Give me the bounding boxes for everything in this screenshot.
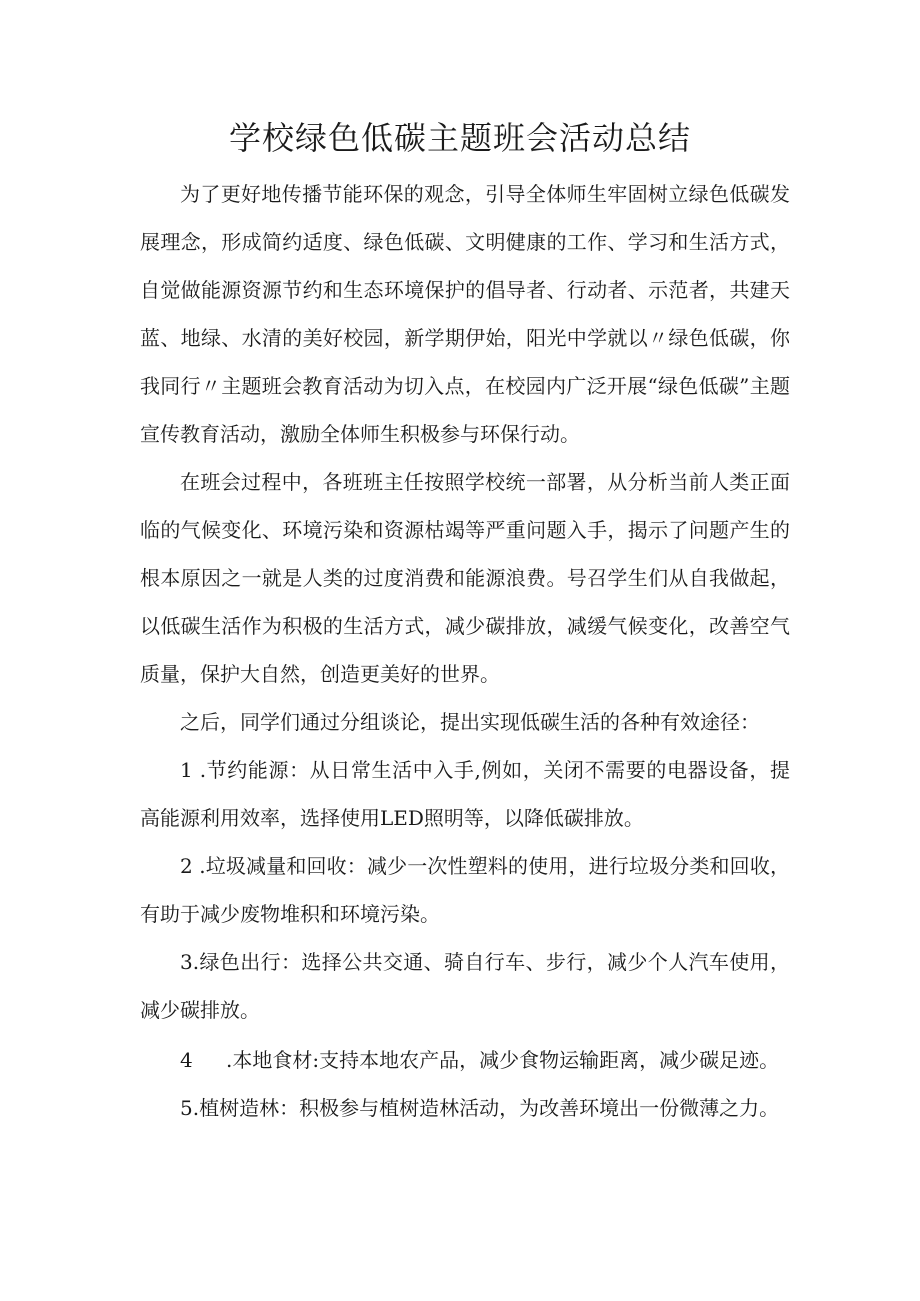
list-item-tree-planting: 5.植树造林：积极参与植树造林活动，为改善环境出一份微薄之力。 xyxy=(180,1096,780,1120)
list-item-text: .本地食材:支持本地农产品，减少食物运输距离，减少碳足迹。 xyxy=(226,1048,780,1072)
paragraph-discussion: 之后，同学们通过分组谈论，提出实现低碳生活的各种有效途径： xyxy=(180,710,760,734)
list-item-green-travel: 3.绿色出行：选择公共交通、骑自行车、步行，减少个人汽车使用，减少碳排放。 xyxy=(140,950,790,1022)
list-item-energy-saving: 1 .节约能源：从日常生活中入手,例如，关闭不需要的电器设备，提高能源利用效率，选择使用LED照明等，以降低碳排放。 xyxy=(140,758,790,830)
document-title: 学校绿色低碳主题班会活动总结 xyxy=(228,119,691,157)
list-item-number: 4 xyxy=(180,1048,193,1072)
paragraph-intro: 为了更好地传播节能环保的观念，引导全体师生牢固树立绿色低碳发展理念，形成简约适度、绿色低碳、文明健康的工作、学习和生活方式，自觉做能源资源节约和生态环境保护的倡导者、行动者、示范者，共建天蓝、地绿、水清的美好校园，新学期伊始，阳光中学就以〃绿色低碳，你我同行〃主题班会教育活动为切入点，在校园内广泛开展“绿色低碳”主题宣传教育活动，激励全体师生积极参与环保行动。 xyxy=(140,182,790,446)
list-item-local-food xyxy=(180,1036,790,1084)
list-item-waste-reduction: 2 .垃圾减量和回收：减少一次性塑料的使用，进行垃圾分类和回收，有助于减少废物堆积和环境污染。 xyxy=(140,854,790,926)
paragraph-class-meeting: 在班会过程中，各班班主任按照学校统一部署，从分析当前人类正面临的气候变化、环境污染和资源枯竭等严重问题入手，揭示了问题产生的根本原因之一就是人类的过度消费和能源浪费。号召学生们从自我做起，以低碳生活作为积极的生活方式，减少碳排放，减缓气候变化，改善空气质量，保护大自然，创造更美好的世界。 xyxy=(140,470,790,686)
